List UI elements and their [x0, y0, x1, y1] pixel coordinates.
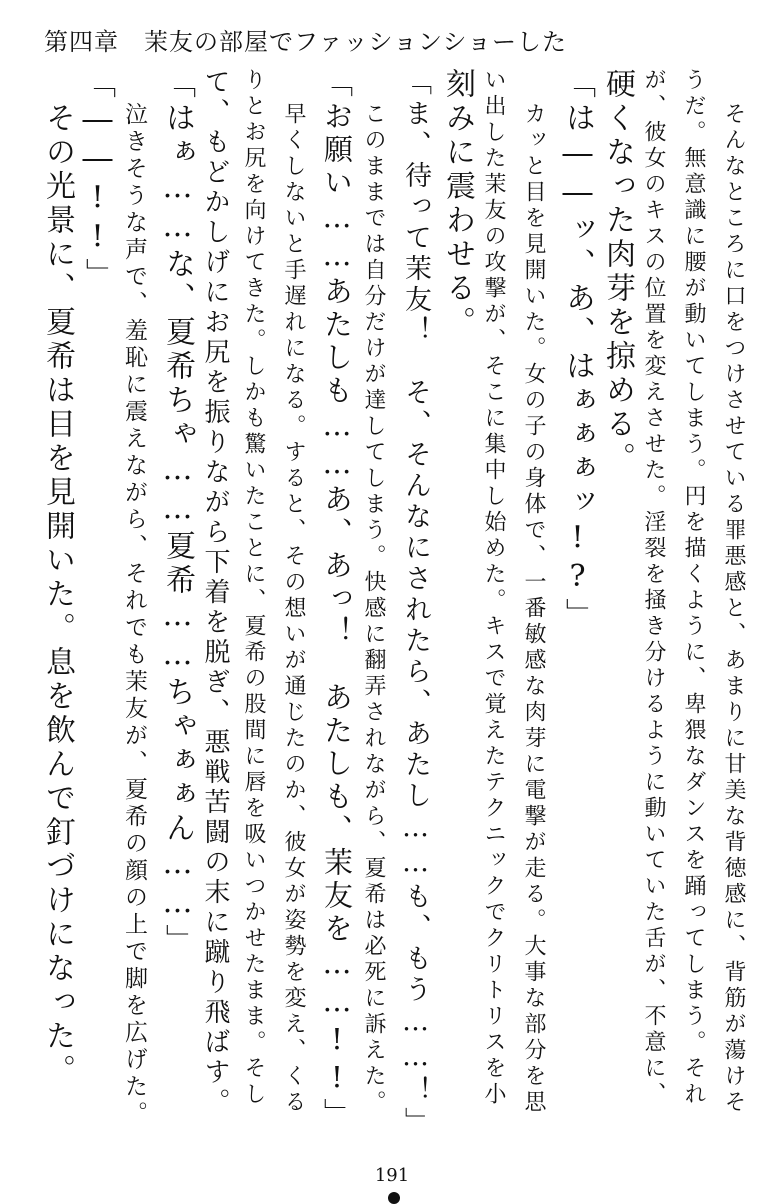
text-line: カッと目を見開いた。女の子の身体で、一番敏感な肉芽に電撃が走る。大事な部分を思 [521, 102, 546, 1116]
text-line: 「ま、待って茉友！ そ、そんなにされたら、あたし……も、もう……！」 [400, 68, 431, 1138]
text-line: い出した茉友の攻撃が、そこに集中し始めた。キスで覚えたテクニックでクリトリスを小 [481, 68, 506, 1108]
text-line: 泣きそうな声で、羞恥に震えながら、それでも茉友が、夏希の顔の上で脚を広げた。 [121, 102, 147, 1128]
text-line: その光景に、夏希は目を見開いた。息を飲んで釘づけになった。 [40, 102, 75, 1088]
text-line: 「――!!」 [80, 68, 115, 292]
text-line: 「はぁ……な、夏希ちゃ……夏希……ちゃぁぁん……」 [160, 68, 195, 958]
text-line: て、もどかしげにお尻を振りながら下着を脱ぎ、悪戦苦闘の末に蹴り飛ばす。 [200, 68, 230, 1118]
text-line: 早くしないと手遅れになる。すると、その想いが通じたのか、彼女が姿勢を変え、くる [281, 102, 306, 1116]
page-number: 191 [374, 1165, 410, 1186]
text-line: が、彼女のキスの位置を変えさせた。淫裂を掻き分けるように動いていた舌が、不意に、 [641, 68, 666, 1108]
text-line: そんなところに口をつけさせている罪悪感と、あまりに甘美な背徳感に、背筋が蕩けそ [721, 102, 746, 1116]
text-line: 「お願い……あたしも……あ、あっ！ あたしも、茉友を……!!」 [320, 68, 354, 1131]
text-line: りとお尻を向けてきた。しかも驚いたことに、夏希の股間に唇を吸いつかせたまま。そし [241, 68, 266, 1108]
page-marker-dot [388, 1192, 400, 1204]
text-line: うだ。無意識に腰が動いてしまう。円を描くように、卑猥なダンスを踊ってしまう。それ [681, 68, 706, 1108]
chapter-running-header: 第四章 茉友の部屋でファッションショーした [44, 28, 567, 56]
text-line: 「は――ッ、あ、はぁぁぁッ!?」 [560, 68, 595, 632]
text-line: 刻みに震わせる。 [440, 68, 475, 340]
text-line: このままでは自分だけが達してしまう。快感に翻弄されながら、夏希は必死に訴えた。 [361, 102, 386, 1116]
text-line: 硬くなった肉芽を掠める。 [600, 68, 635, 476]
